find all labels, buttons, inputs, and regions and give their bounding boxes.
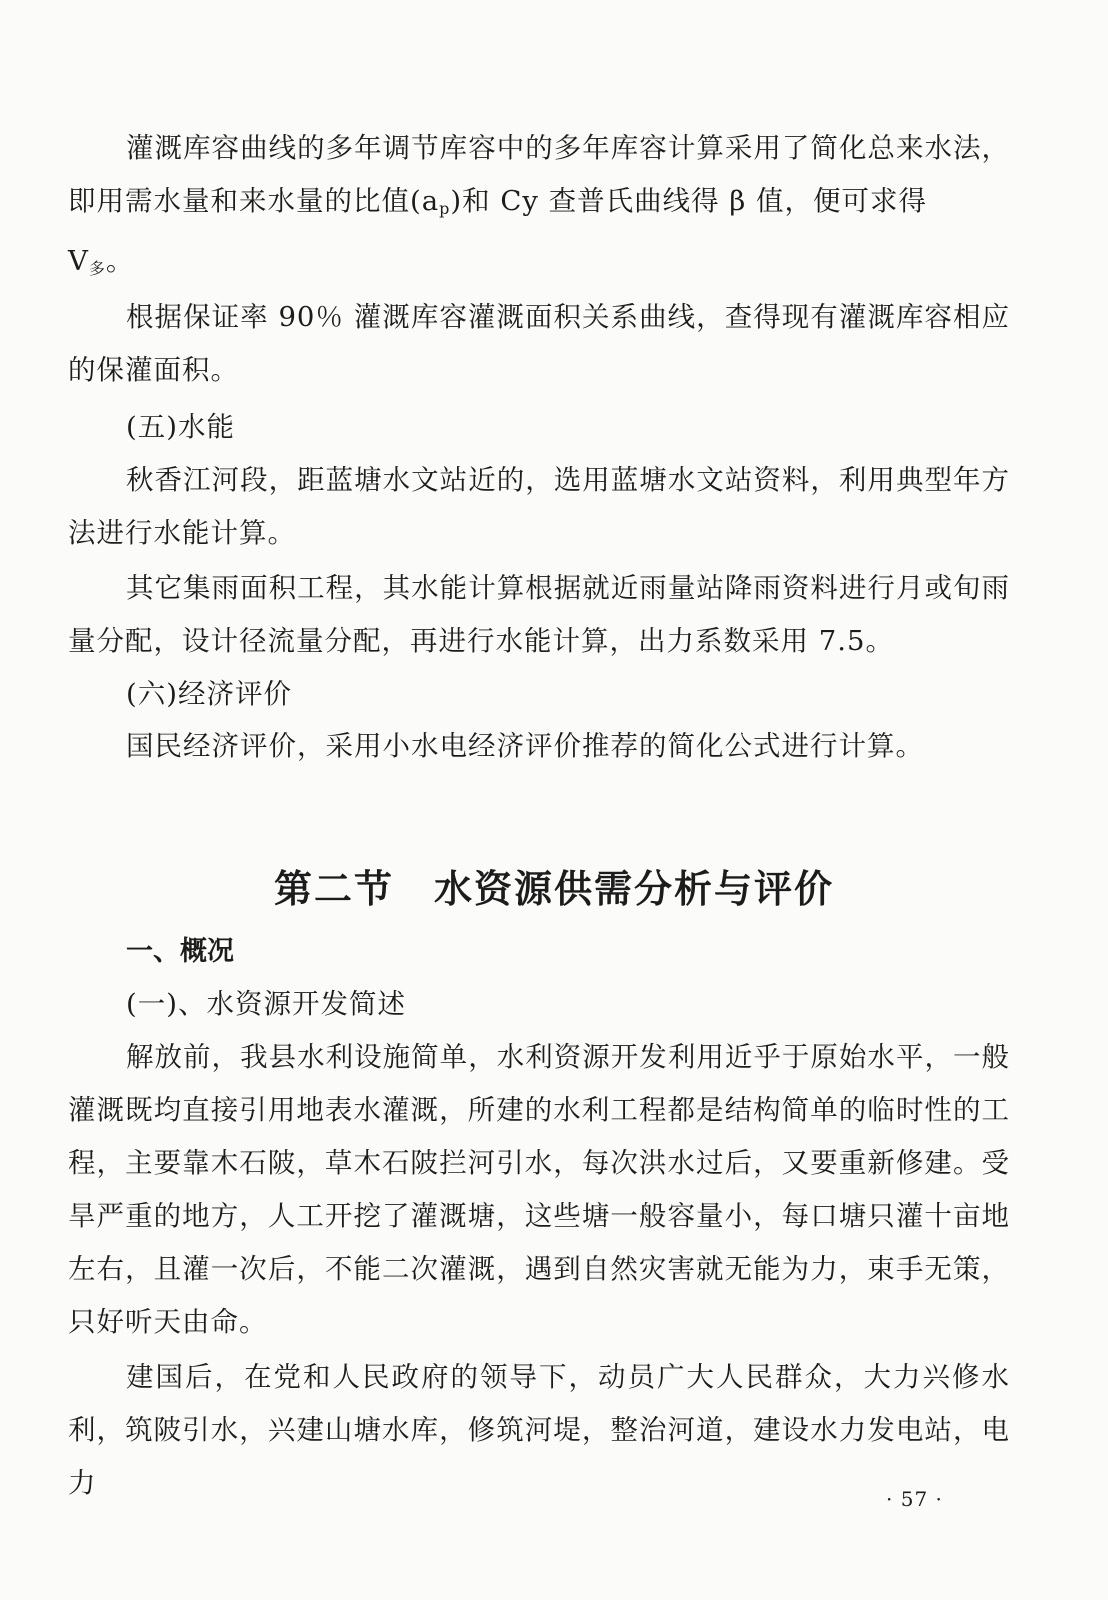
paragraph-catchment-works: 其它集雨面积工程，其水能计算根据就近雨量站降雨资料进行月或旬雨量分配，设计径流量分配，再进行水能计算，出力系数采用 7.5。 (68, 572, 1010, 657)
paragraph-before-liberation: 解放前，我县水利设施简单，水利资源开发利用近乎于原始水平，一般灌溉既均直接引用地表水灌溉，所建的水利工程都是结构简单的临时性的工程，主要靠木石陂，草木石陂拦河引水，每次洪水过后，又要重新修建。受旱严重的地方，人工开挖了灌溉塘，这些塘一般容量小，每口塘只灌十亩地左右，且灌一次后，不能二次灌溉，遇到自然灾害就无能为力，束手无策，只好听天由命。 (68, 1041, 1010, 1338)
section-number: 第二节 (273, 867, 394, 911)
subsection-heading: 一、概况 (126, 936, 234, 967)
subscript-duo: 多 (88, 259, 106, 278)
heading-hydropower: (五)水能 (126, 411, 235, 443)
section-title (0, 858, 1108, 913)
paragraph-text: 灌溉库容曲线的多年调节库容中的多年库容计算采用了简化总来水法，即用需水量和来水量的比值(a (68, 132, 1010, 217)
page-number: · 57 · (886, 1487, 943, 1511)
subsection-item: (一)、水资源开发简述 (126, 988, 406, 1020)
paragraph-after-founding: 建国后，在党和人民政府的领导下，动员广大人民群众，大力兴修水利，筑陂引水，兴建山塘水库，修筑河堤，整治河道，建设水力发电站，电力 (68, 1361, 1010, 1499)
subscript-p: p (439, 199, 451, 218)
paragraph-text: )和 Cy 查普氏曲线得 β 值，便可求得 (450, 185, 928, 217)
paragraph-reservoir-capacity (68, 122, 1010, 295)
heading-economic-evaluation: (六)经济评价 (126, 678, 292, 710)
paragraph-irrigation-area: 根据保证率 90％ 灌溉库容灌溉面积关系曲线，查得现有灌溉库容相应的保灌面积。 (68, 301, 1010, 386)
paragraph-end-mark: 。 (105, 245, 135, 277)
paragraph-national-economic: 国民经济评价，采用小水电经济评价推荐的简化公式进行计算。 (126, 730, 924, 762)
paragraph-qiuxiang-river: 秋香江河段，距蓝塘水文站近的，选用蓝塘水文站资料，利用典型年方法进行水能计算。 (68, 464, 1010, 549)
section-title-text: 水资源供需分析与评价 (434, 867, 835, 911)
symbol-v: V (68, 245, 89, 277)
